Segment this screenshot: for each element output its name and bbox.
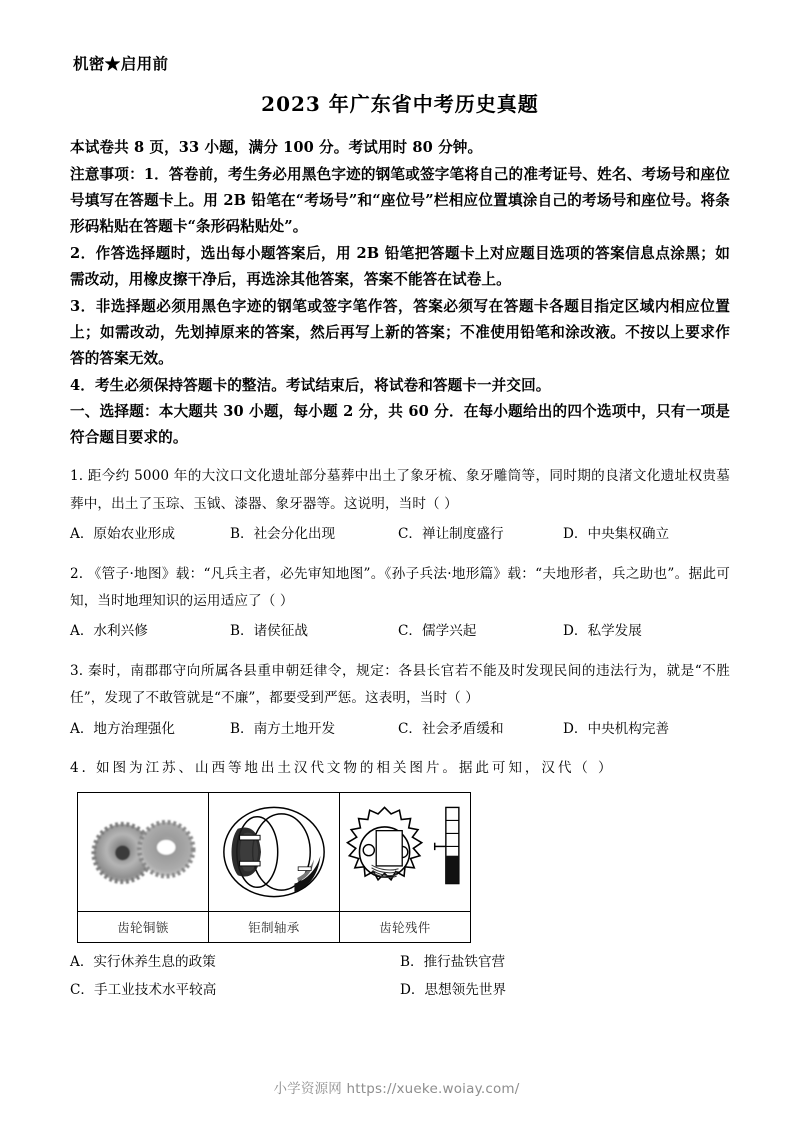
gear-bronze-arrowhead-photo xyxy=(78,793,208,911)
artifact-image-table xyxy=(77,792,471,943)
question-2 xyxy=(70,561,730,646)
toothed-gear-fragment-drawing xyxy=(340,793,470,911)
instruction-line-1: 注意事项：1．答卷前，考生务必用黑色字迹的钢笔或签字笔将自己的准考证号、姓名、考场号和座位号填写在答题卡上。用 2B 铅笔在“考场号”和“座位号”栏相应位置填涂自己的考场号和座位号。将条形码粘贴在答题卡“条形码粘贴处”。 xyxy=(70,165,730,235)
confidential-label: 机密★启用前 xyxy=(73,54,169,73)
question-1-options xyxy=(70,521,730,548)
page-title: 2023 年广东省中考历史真题 xyxy=(261,91,539,116)
question-4 xyxy=(70,755,730,1005)
question-3-option-a[interactable]: A．地方治理强化 xyxy=(70,720,175,737)
question-4-stem: 4. 如图为江苏、山西等地出土汉代文物的相关图片。据此可知，汉代（ ） xyxy=(70,759,615,776)
question-1-stem: 1. 距今约 5000 年的大汶口文化遗址部分墓葬中出土了象牙梳、象牙雕筒等，同时期的良渚文化遗址权贵墓葬中，出土了玉琮、玉钺、漆器、象牙器等。这说明，当时（ ） xyxy=(70,468,730,512)
question-4-figure xyxy=(77,792,730,943)
instruction-line-2: 2．作答选择题时，选出每小题答案后，用 2B 铅笔把答题卡上对应题目选项的答案信息点涂黑；如需改动，用橡皮擦干净后，再选涂其他答案，答案不能答在试卷上。 xyxy=(70,244,730,288)
question-4-option-d[interactable]: D．思想领先世界 xyxy=(400,982,507,999)
instruction-line-3: 3．非选择题必须用黑色字迹的钢笔或签字笔作答，答案必须写在答题卡各题目指定区域内相应位置上；如需改动，先划掉原来的答案，然后再写上新的答案；不准使用铅笔和涂改液。不按以上要求作答的答案无效。 xyxy=(70,297,730,367)
question-4-options-row-1 xyxy=(70,949,730,977)
question-3-option-b[interactable]: B．南方土地开发 xyxy=(230,720,336,737)
artifact-caption-1: 齿轮铜镞 xyxy=(78,912,209,943)
question-2-stem: 2. 《管子·地图》载：“凡兵主者，必先审知地图”。《孙子兵法·地形篇》载：“夫地形者，兵之助也”。据此可知，当时地理知识的运用适应了（ ） xyxy=(70,565,730,609)
artifact-cell-2 xyxy=(209,793,340,912)
table-row-images xyxy=(78,793,471,912)
question-3 xyxy=(70,658,730,743)
question-3-option-c[interactable]: C．社会矛盾缓和 xyxy=(398,720,504,737)
artifact-cell-1 xyxy=(78,793,209,912)
question-1-option-b[interactable]: B．社会分化出现 xyxy=(230,526,336,543)
question-2-options xyxy=(70,618,730,645)
page-content xyxy=(70,52,730,1005)
question-1-option-a[interactable]: A．原始农业形成 xyxy=(70,526,175,543)
question-2-option-b[interactable]: B．诸侯征战 xyxy=(230,623,308,640)
artifact-caption-2: 钜制轴承 xyxy=(209,912,340,943)
artifact-cell-3 xyxy=(340,793,471,912)
instruction-line-4: 4．考生必须保持答题卡的整洁。考试结束后，将试卷和答题卡一并交回。 xyxy=(70,376,551,394)
bearing-ring-drawing xyxy=(209,793,339,911)
question-4-options-row-2 xyxy=(70,977,730,1005)
question-1 xyxy=(70,463,730,548)
question-3-options xyxy=(70,716,730,743)
section-heading-multiple-choice: 一、选择题：本大题共 30 小题，每小题 2 分，共 60 分．在每小题给出的四个选项中，只有一项是符合题目要求的。 xyxy=(70,403,730,447)
question-1-option-d[interactable]: D．中央集权确立 xyxy=(563,526,670,543)
question-4-option-a[interactable]: A．实行休养生息的政策 xyxy=(70,954,216,971)
question-4-option-c[interactable]: C．手工业技术水平较高 xyxy=(70,982,217,999)
site-watermark: 小学资源网 https://xueke.woiay.com/ xyxy=(273,1081,520,1097)
question-1-option-c[interactable]: C．禅让制度盛行 xyxy=(398,526,504,543)
question-4-option-b[interactable]: B．推行盐铁官营 xyxy=(400,954,506,971)
question-3-stem: 3. 秦时，南郡郡守向所属各县重申朝廷律令，规定：各县长官若不能及时发现民间的违法行为，就是“不胜任”，发现了不敢管就是“不廉”，都要受到严惩。这表明，当时（ ） xyxy=(70,662,730,707)
table-row-captions xyxy=(78,912,471,943)
question-2-option-a[interactable]: A．水利兴修 xyxy=(70,623,148,640)
question-3-option-d[interactable]: D．中央机构完善 xyxy=(563,720,670,737)
artifact-caption-3: 齿轮残件 xyxy=(340,912,471,943)
instruction-line-exam-info: 本试卷共 8 页，33 小题，满分 100 分。考试用时 80 分钟。 xyxy=(70,138,483,156)
question-2-option-c[interactable]: C．儒学兴起 xyxy=(398,623,477,640)
question-2-option-d[interactable]: D．私学发展 xyxy=(563,623,642,640)
